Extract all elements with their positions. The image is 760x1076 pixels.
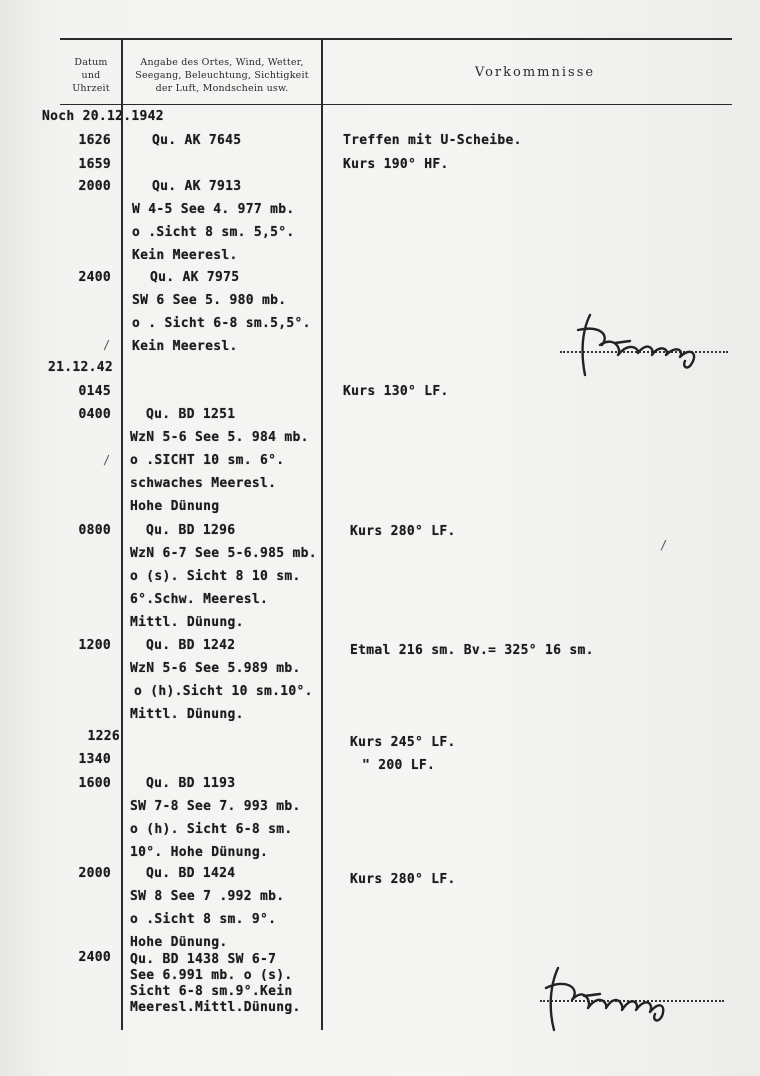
position-line: o (h).Sicht 10 sm.10°. xyxy=(134,684,313,699)
event-line: Kurs 280° LF. xyxy=(350,872,456,887)
time: 2000 xyxy=(78,179,111,194)
time: 1626 xyxy=(78,133,111,148)
position-line: o .SICHT 10 sm. 6°. xyxy=(130,453,285,468)
position-line: Mittl. Dünung. xyxy=(130,707,244,722)
time: 2400 xyxy=(78,270,111,285)
position-line: WzN 6-7 See 5-6.985 mb. xyxy=(130,546,317,561)
header-date-time: Datum und Uhrzeit xyxy=(72,57,110,94)
header-bottom-rule xyxy=(60,104,732,105)
position-line: 6°.Schw. Meeresl. xyxy=(130,592,269,607)
position-line: Hohe Dünung. xyxy=(130,935,228,950)
stray-mark: / xyxy=(660,538,668,552)
event-line: Kurs 130° LF. xyxy=(343,384,449,399)
position-line: 10°. Hohe Dünung. xyxy=(130,845,269,860)
time: 0145 xyxy=(78,384,111,399)
position-line: Meeresl.Mittl.Dünung. xyxy=(130,1000,301,1015)
time: 1600 xyxy=(78,776,111,791)
event-line: Kurs 190° HF. xyxy=(343,157,449,172)
position-line: o . Sicht 6-8 sm.5,5°. xyxy=(132,316,311,331)
header-location-weather: Angabe des Ortes, Wind, Wetter, Seegang, Beleuchtung, Sichtigkeit der Luft, Mondschein usw. xyxy=(135,57,309,94)
time: 0400 xyxy=(78,407,111,422)
time: 1200 xyxy=(78,638,111,653)
position-line: WzN 5-6 See 5.989 mb. xyxy=(130,661,301,676)
time: 0800 xyxy=(78,523,111,538)
position-line: Qu. BD 1242 xyxy=(146,638,236,653)
event-line: " 200 LF. xyxy=(362,758,436,773)
position-line: WzN 5-6 See 5. 984 mb. xyxy=(130,430,309,445)
position-line: Hohe Dünung xyxy=(130,499,220,514)
position-line: Kein Meeresl. xyxy=(132,248,238,263)
event-line: Kurs 245° LF. xyxy=(350,735,456,750)
event-line: Kurs 280° LF. xyxy=(350,524,456,539)
position-line: Mittl. Dünung. xyxy=(130,615,244,630)
position-line: Qu. AK 7975 xyxy=(150,270,240,285)
position-line: Qu. AK 7645 xyxy=(152,133,242,148)
position-line: SW 8 See 7 .992 mb. xyxy=(130,889,285,904)
event-line: Etmal 216 sm. Bv.= 325° 16 sm. xyxy=(350,643,594,658)
event-line: Treffen mit U-Scheibe. xyxy=(343,133,522,148)
time: 1659 xyxy=(78,157,111,172)
position-line: schwaches Meeresl. xyxy=(130,476,277,491)
time: 2000 xyxy=(78,866,111,881)
position-line: Qu. BD 1424 xyxy=(146,866,236,881)
position-line: Qu. BD 1193 xyxy=(146,776,236,791)
position-line: Sicht 6-8 sm.9°.Kein xyxy=(130,984,293,999)
position-line: SW 7-8 See 7. 993 mb. xyxy=(130,799,301,814)
date-20-12-1942: Noch 20.12.1942 xyxy=(42,109,164,124)
time: 1226 xyxy=(87,729,120,744)
position-line: o .Sicht 8 sm. 9°. xyxy=(130,912,277,927)
position-line: o (h). Sicht 6-8 sm. xyxy=(130,822,293,837)
position-line: Qu. BD 1296 xyxy=(146,523,236,538)
position-line: Qu. BD 1438 SW 6-7 xyxy=(130,952,277,967)
stray-mark: / xyxy=(103,453,111,467)
time: 2400 xyxy=(78,950,111,965)
top-rule xyxy=(60,38,732,40)
position-line: Qu. AK 7913 xyxy=(152,179,242,194)
position-line: o (s). Sicht 8 10 sm. xyxy=(130,569,301,584)
handwritten-signature xyxy=(536,960,686,1040)
time: 1340 xyxy=(78,752,111,767)
position-line: SW 6 See 5. 980 mb. xyxy=(132,293,287,308)
position-line: W 4-5 See 4. 977 mb. xyxy=(132,202,295,217)
stray-mark: / xyxy=(103,338,111,352)
position-line: See 6.991 mb. o (s). xyxy=(130,968,293,983)
position-line: Kein Meeresl. xyxy=(132,339,238,354)
handwritten-signature xyxy=(560,305,720,385)
date-21-12-42: 21.12.42 xyxy=(48,360,114,375)
column-divider-1 xyxy=(121,40,123,1030)
column-divider-2 xyxy=(321,40,323,1030)
position-line: o .Sicht 8 sm. 5,5°. xyxy=(132,225,295,240)
header-events: Vorkommnisse xyxy=(474,65,596,80)
position-line: Qu. BD 1251 xyxy=(146,407,236,422)
